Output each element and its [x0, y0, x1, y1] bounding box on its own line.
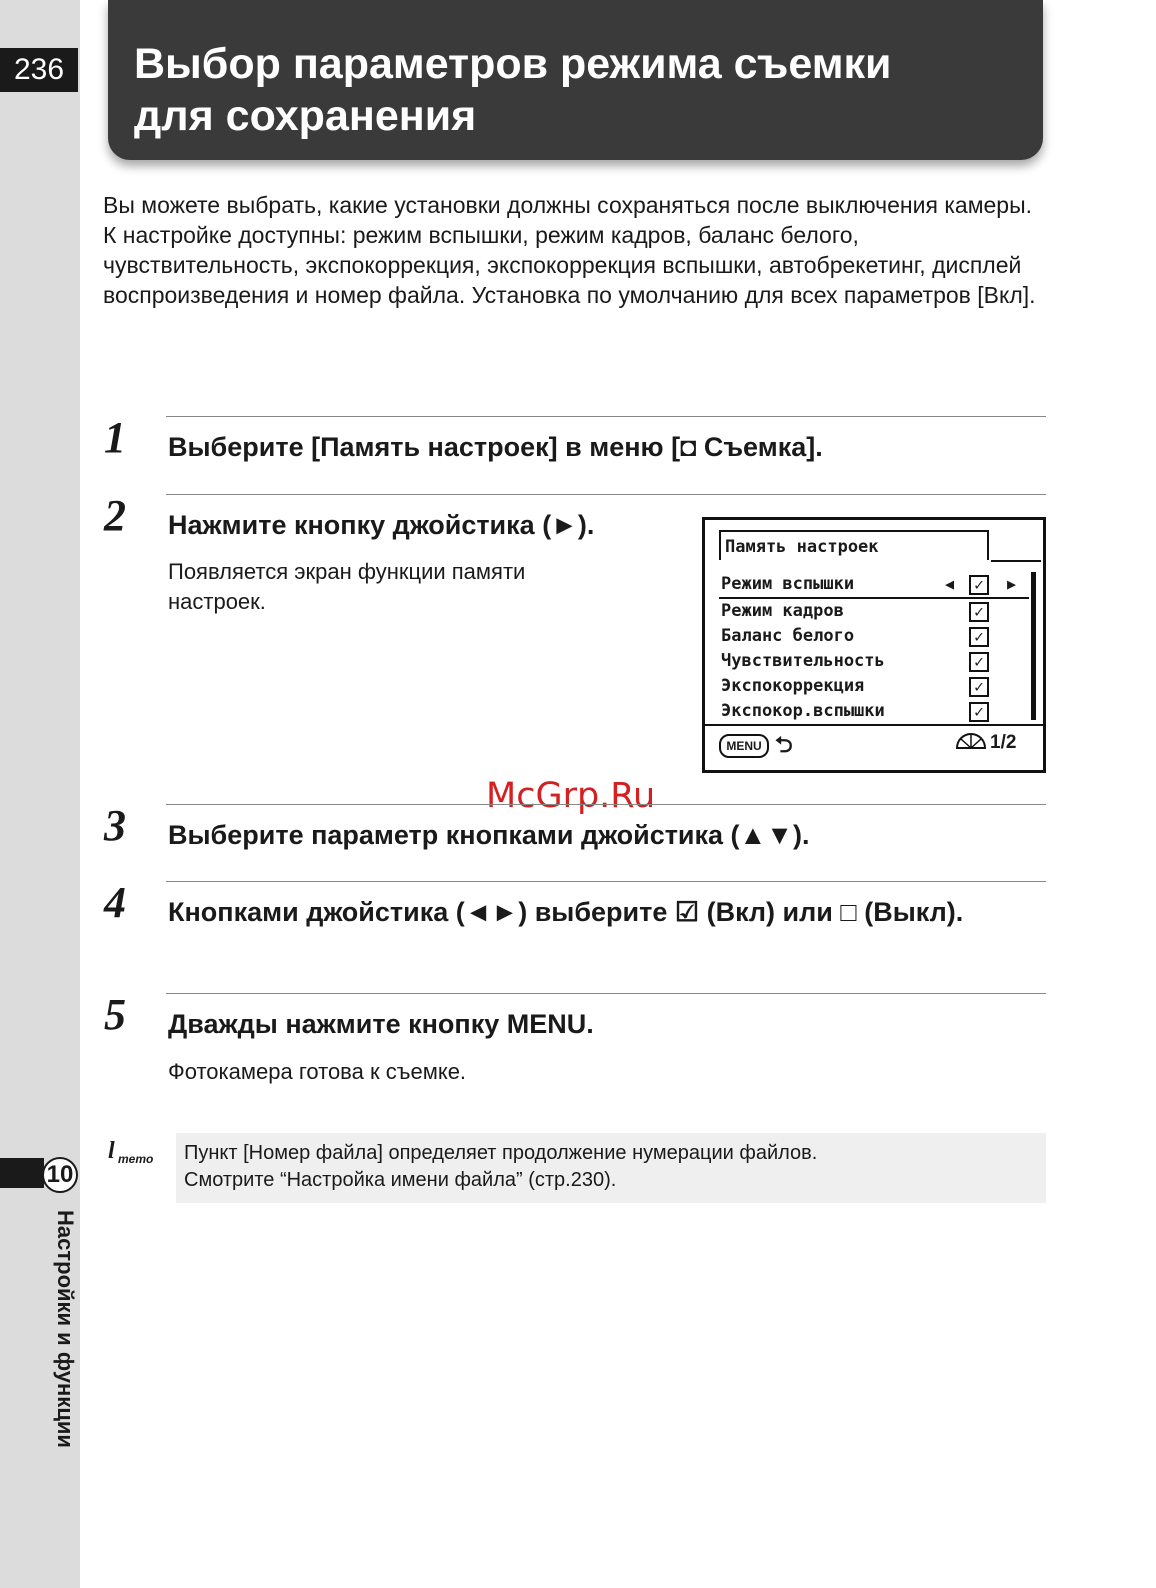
memo-line-1: Пункт [Номер файла] определяет продолжение нумерации файлов. [184, 1142, 818, 1164]
step-number: 3 [104, 801, 126, 850]
camera-item-label: Экспокоррекция [721, 676, 865, 696]
checkbox-checked-icon: ✓ [969, 702, 989, 722]
camera-menu-screen [702, 517, 1046, 773]
left-arrow-icon: ◀ [945, 575, 955, 593]
step-divider [166, 416, 1046, 417]
step-heading: Кнопками джойстика (◄►) выберите ☑ (Вкл) или □ (Выкл). [168, 897, 964, 927]
camera-menu-item[interactable] [719, 649, 1029, 674]
step-divider [166, 494, 1046, 495]
checkbox-checked-icon: ✓ [969, 575, 989, 595]
step-heading: Выберите [Память настроек] в меню [◘ Съемка]. [168, 432, 823, 462]
right-arrow-icon: ▶ [1007, 575, 1017, 593]
step-body: Появляется экран функции памяти настроек. [168, 559, 526, 614]
checkbox-checked-icon: ✓ [969, 627, 989, 647]
camera-menu-item[interactable] [719, 674, 1029, 699]
page-title [134, 38, 1034, 142]
chapter-tab [0, 1158, 44, 1188]
camera-menu-title: Память настроек [719, 530, 989, 560]
camera-item-label: Режим кадров [721, 601, 844, 621]
watermark: McGrp.Ru [486, 776, 656, 816]
camera-menu-item[interactable] [719, 572, 1029, 599]
chapter-title: Настройки и функции [53, 1210, 78, 1448]
camera-scrollbar [1031, 572, 1036, 720]
checkbox-checked-icon: ✓ [969, 602, 989, 622]
camera-page-indicator: 1/2 [990, 732, 1017, 753]
checkbox-checked-icon: ✓ [969, 677, 989, 697]
camera-menu-list [719, 572, 1029, 724]
step-divider [166, 993, 1046, 994]
memo-icon-word: memo [118, 1152, 154, 1166]
step-heading: Дважды нажмите кнопку MENU. [168, 1009, 594, 1039]
camera-title-underline [991, 560, 1041, 562]
back-arrow-icon: ⮌ [775, 733, 793, 758]
step-heading: Нажмите кнопку джойстика (►). [168, 510, 595, 540]
step-number: 1 [104, 413, 126, 462]
step-number: 4 [104, 878, 126, 927]
intro-paragraph-1: Вы можете выбрать, какие установки должны сохраняться после выключения камеры. [103, 192, 1033, 218]
camera-menu-item[interactable] [719, 599, 1029, 624]
step-divider [166, 881, 1046, 882]
step-divider [166, 804, 1046, 805]
intro-paragraph-2: К настройке доступны: режим вспышки, режим кадров, баланс белого, чувствительность, экспокоррекция, экспокоррекция вспышки, автобрекетинг, дисплей воспроизведения и номер файла. Установка по умолчанию для всех параметров [Вкл]. [103, 222, 1036, 308]
step-number: 2 [104, 491, 126, 540]
camera-menu-item[interactable] [719, 699, 1029, 724]
checkbox-checked-icon: ✓ [969, 652, 989, 672]
step-body: Фотокамера готова к съемке. [168, 1059, 467, 1084]
camera-item-label: Чувствительность [721, 651, 885, 671]
camera-menu-item[interactable] [719, 624, 1029, 649]
camera-item-label: Экспокор.вспышки [721, 701, 885, 721]
step-heading: Выберите параметр кнопками джойстика (▲▼). [168, 820, 810, 850]
step-number: 5 [104, 990, 126, 1039]
page-number: 236 [0, 48, 78, 92]
camera-item-label: Баланс белого [721, 626, 855, 646]
memo-icon-letter: l [108, 1138, 115, 1164]
chapter-number: 10 [42, 1157, 78, 1193]
dial-icon [955, 730, 987, 755]
menu-key-icon: MENU [719, 734, 769, 758]
memo-text [184, 1140, 1034, 1194]
intro-text [103, 190, 1043, 310]
memo-icon [108, 1138, 156, 1178]
title-line-1: Выбор параметров режима съемки [134, 40, 892, 88]
title-line-2: для сохранения [134, 92, 477, 140]
camera-item-label: Режим вспышки [721, 574, 855, 594]
memo-line-2: Смотрите “Настройка имени файла” (стр.230). [184, 1169, 617, 1191]
camera-footer-divider [705, 724, 1043, 726]
